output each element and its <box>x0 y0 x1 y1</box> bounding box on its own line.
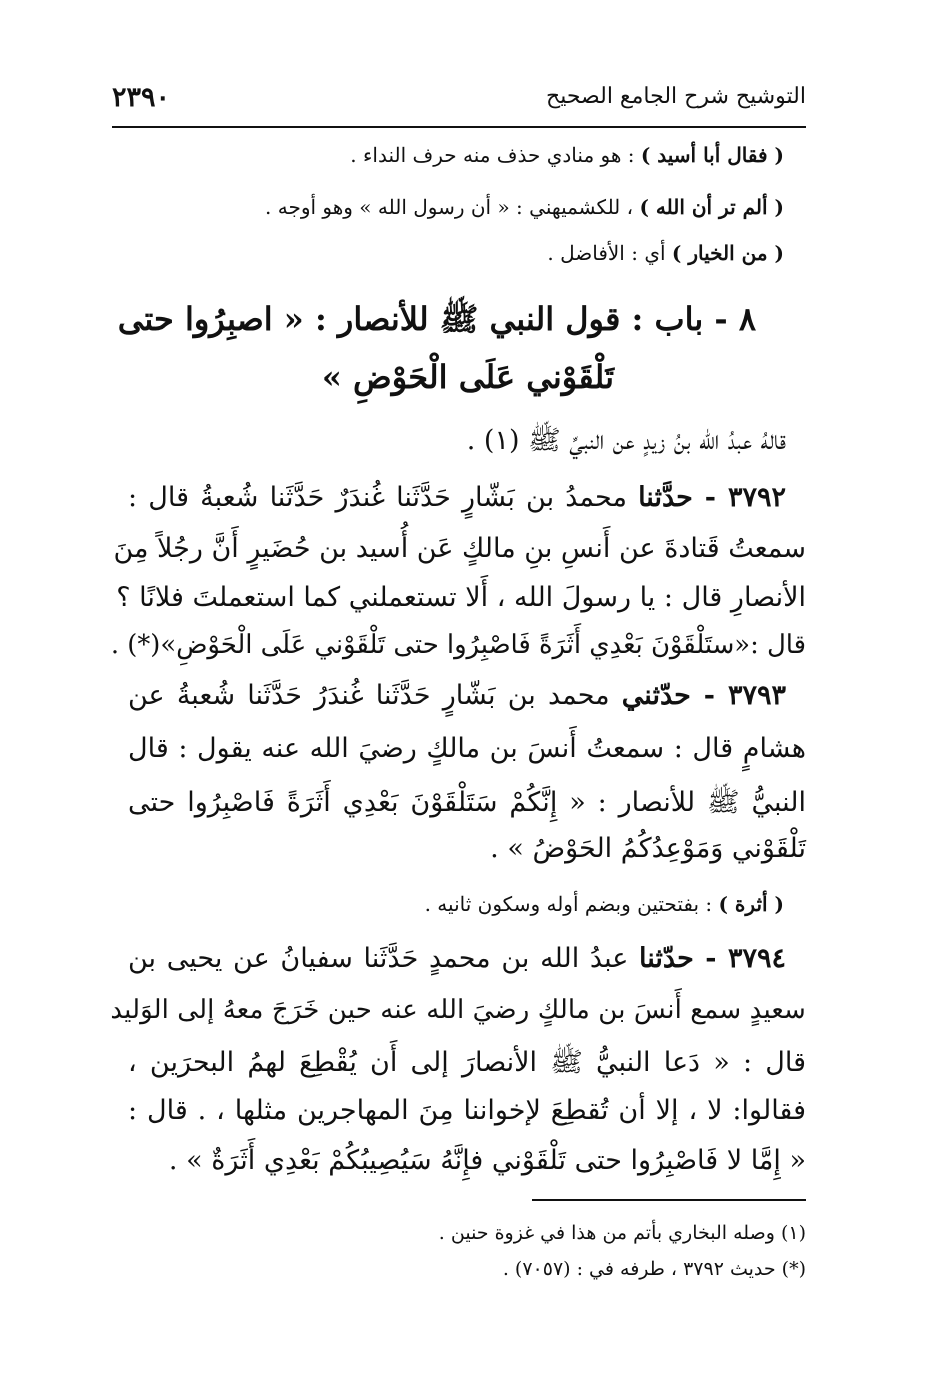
footnote-divider <box>532 1199 806 1201</box>
chapter-heading-line-1: ٨ - باب : قول النبي ﷺ للأنصار : « اصبِرُوا حتى <box>117 300 756 338</box>
page-header <box>112 82 806 128</box>
note-line <box>350 143 784 167</box>
note-term: ( ألم تر أن الله ) <box>639 195 784 219</box>
hadith-3793-line-1 <box>128 680 786 711</box>
chapter-intro: قالهُ عبدُ الله بنُ زيدٍ عن النبيِّ ﷺ (١) . <box>466 425 786 456</box>
note-text: : هو منادي حذف منه حرف النداء . <box>350 143 641 167</box>
hadith-number: ٣٧٩٢ - حدَّثنا <box>638 482 786 513</box>
note-text: أي : الأفاضل . <box>547 241 672 265</box>
hadith-3794-line-1 <box>128 943 786 974</box>
hadith-text: محمد بن بَشّارٍ حَدَّثَنا غُندَرُ حَدَّثَنا شُعبةُ عن <box>128 680 622 711</box>
hadith-3794-line-4: فقالوا: لا ، إلا أن تُقطِعَ لإخواننا مِنَ المهاجرين مثلها ، . قال : <box>128 1095 806 1126</box>
running-title: التوشيح شرح الجامع الصحيح <box>546 84 806 109</box>
hadith-3792-line-4: قال :«ستَلْقَوْنَ بَعْدِي أَثَرَةً فَاصْبِرُوا حتى تَلْقَوْني عَلَى الْحَوْضِ»(*) . <box>110 630 806 660</box>
note-line <box>425 892 784 916</box>
note-term: ( من الخيار ) <box>671 241 784 265</box>
note-term: ( أثرة ) <box>718 892 784 916</box>
hadith-3793-line-4: تَلْقَوْني وَمَوْعِدُكُمُ الحَوْضُ » . <box>490 833 806 864</box>
hadith-text: محمدُ بن بَشّارٍ حَدَّثَنا غُندَرٌ حَدَّثَنا شُعبةُ قال : <box>128 482 639 513</box>
note-term: ( فقال أبا أسيد ) <box>640 143 784 167</box>
footnote: (*) حديث ٣٧٩٢ ، طرفه في : (٧٠٥٧) . <box>502 1258 806 1280</box>
hadith-number: ٣٧٩٣ - حدّثني <box>621 680 786 711</box>
hadith-3794-line-5: « إِمَّا لا فَاصْبِرُوا حتى تَلْقَوْني فإِنَّهُ سَيُصِيبُكُمْ بَعْدِي أَثَرَةٌ » . <box>168 1145 806 1176</box>
hadith-3792-line-3: الأنصارِ قال : يا رسولَ الله ، أَلا تستعملني كما استعملتَ فلانًا ؟ <box>116 582 806 613</box>
hadith-3794-line-2: سعيدٍ سمع أَنسَ بن مالكٍ رضيَ الله عنه حين خَرَجَ معهُ إلى الوَليد <box>110 995 806 1025</box>
note-line <box>265 195 784 219</box>
chapter-heading-line-2: تَلْقَوْني عَلَى الْحَوْضِ » <box>321 358 614 396</box>
note-text: : بفتحتين وبضم أوله وسكون ثانيه . <box>424 892 719 916</box>
hadith-3793-line-3: النبيُّ ﷺ للأنصار : « إِنَّكُمْ سَتَلْقَوْنَ بَعْدِي أَثَرَةً فَاصْبِرُوا حتى <box>128 787 806 818</box>
hadith-3794-line-3: قال : « دَعا النبيُّ ﷺ الأنصارَ إلى أَن يُقْطِعَ لهمُ البحرَين ، <box>128 1047 806 1078</box>
footnote: (١) وصله البخاري بأتم من هذا في غزوة حنين . <box>438 1222 806 1244</box>
hadith-3792-line-1 <box>128 482 786 513</box>
hadith-text: عبدُ الله بن محمدٍ حَدَّثَنا سفيانُ عن يحيى بن <box>128 943 640 974</box>
hadith-3792-line-2: سمعتُ قَتادةَ عن أَنسِ بنِ مالكٍ عَن أُسيد بن حُضَيرٍ أَنَّ رجُلاً مِنَ <box>113 533 806 564</box>
hadith-number: ٣٧٩٤ - حدّثنا <box>639 943 786 974</box>
note-line <box>547 241 784 265</box>
page-number: ٢٣٩٠ <box>112 82 171 113</box>
note-text: ، للكشميهني : « أن رسول الله » وهو أوجه . <box>265 195 640 219</box>
hadith-3793-line-2: هشامٍ قال : سمعتُ أَنسَ بن مالكٍ رضيَ الله عنه يقول : قال <box>128 733 806 764</box>
